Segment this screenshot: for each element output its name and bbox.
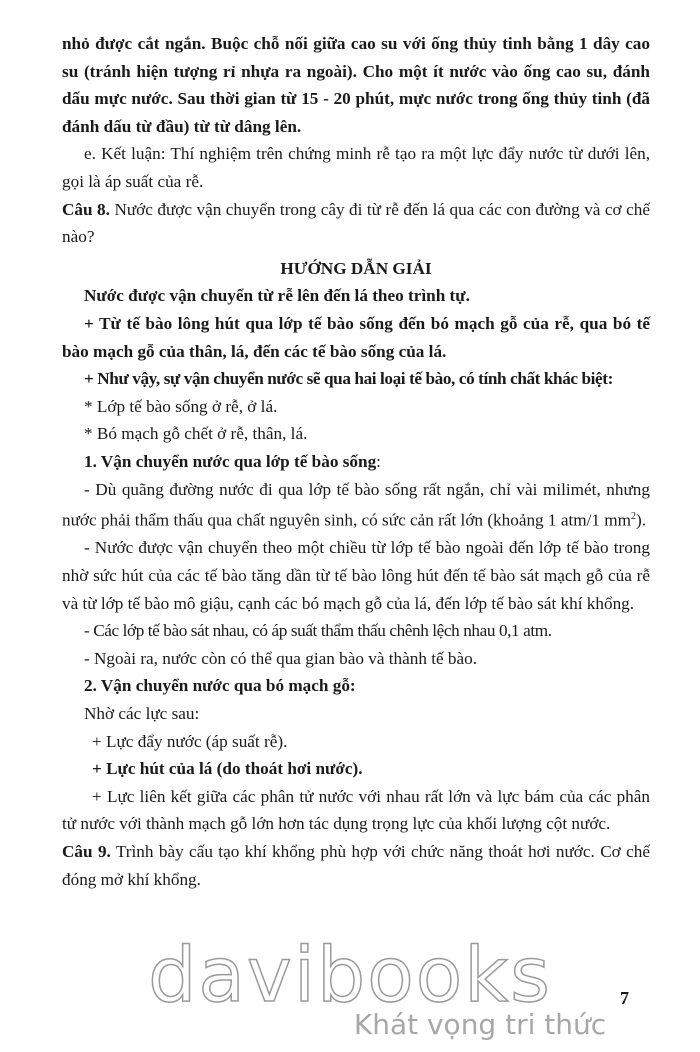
page-number: 7 <box>620 988 629 1008</box>
force-item: + Lực liên kết giữa các phân tử nước với nhau rất lớn và lực bám của các phân tử nước với thành mạch gỗ lớn hơn tác dụng trọng lực của khối lượng cột nước. <box>62 786 650 834</box>
section-1-paragraph: - Nước được vận chuyển theo một chiều từ lớp tế bào ngoài đến lớp tế bào trong nhờ sức hút của các tế bào tăng dần từ tế bào lông hút đến tế bào sát mạch gỗ của rễ và từ lớp tế bào mô giậu, cạnh các bó mạch gỗ của lá, đến lớp tế bào sát khí khổng. <box>62 538 650 613</box>
section-2-title: 2. Vận chuyển nước qua bó mạch gỗ: <box>84 676 356 696</box>
question-8-label: Câu 8. <box>62 199 110 219</box>
question-8 <box>62 196 650 251</box>
answer-bullet: * Bó mạch gỗ chết ở rễ, thân, lá. <box>84 424 308 444</box>
answer-bullet: * Lớp tế bào sống ở rễ, ở lá. <box>84 396 278 416</box>
section-1-p1: - Dù quãng đường nước đi qua lớp tế bào sống rất ngắn, chỉ vài milimét, nhưng nước phải thẩm thấu qua chất nguyên sinh, có sức cản rất lớn (khoảng 1 atm/1 mm <box>62 479 650 530</box>
force-item: + Lực đẩy nước (áp suất rễ). <box>92 731 288 751</box>
section-1-p1-end: ). <box>636 510 647 530</box>
question-8-text: Nước được vận chuyển trong cây đi từ rễ đến lá qua các con đường và cơ chế nào? <box>62 199 650 247</box>
watermark-brand: davibooks <box>148 930 552 1019</box>
watermark-slogan: Khát vọng tri thức <box>353 1008 607 1041</box>
section-1-paragraph <box>62 476 650 535</box>
paragraph-experiment: nhỏ được cắt ngắn. Buộc chỗ nối giữa cao su với ống thủy tinh bằng 1 dây cao su (tránh hiện tượng rỉ nhựa ra ngoài). Cho một ít nước vào ống cao su, đánh dấu mực nước. Sau thời gian từ 15 - 20 phút, mực nước trong ống thủy tinh (đã đánh dấu từ đầu) từ từ dâng lên. <box>62 34 650 136</box>
question-9-label: Câu 9. <box>62 841 111 861</box>
page-body <box>62 30 650 893</box>
section-2-intro: Nhờ các lực sau: <box>84 703 200 723</box>
question-9 <box>62 838 650 893</box>
section-1-title <box>62 448 650 476</box>
answer-step: + Từ tế bào lông hút qua lớp tế bào sống đến bó mạch gỗ của rễ, qua bó tế bào mạch gỗ của thân, lá, đến các tế bào sống của lá. <box>62 313 650 361</box>
section-1-paragraph: - Các lớp tế bào sát nhau, có áp suất thẩm thấu chênh lệch nhau 0,1 atm. <box>84 621 552 641</box>
answer-summary: + Như vậy, sự vận chuyển nước sẽ qua hai loại tế bào, có tính chất khác biệt: <box>84 369 613 389</box>
superscript: 2 <box>631 511 637 523</box>
section-1-paragraph: - Ngoài ra, nước còn có thể qua gian bào và thành tế bào. <box>84 648 478 668</box>
force-item: + Lực hút của lá (do thoát hơi nước). <box>92 759 363 779</box>
section-1-title-text: 1. Vận chuyển nước qua lớp tế bào sống <box>84 451 377 471</box>
question-9-text: Trình bày cấu tạo khí khổng phù hợp với chức năng thoát hơi nước. Cơ chế đóng mở khí khổng. <box>62 841 650 889</box>
guide-title: HƯỚNG DẪN GIẢI <box>280 258 432 278</box>
answer-intro: Nước được vận chuyển từ rễ lên đến lá theo trình tự. <box>84 286 470 306</box>
section-1-colon: : <box>376 451 381 471</box>
paragraph-conclusion: e. Kết luận: Thí nghiệm trên chứng minh rễ tạo ra một lực đẩy nước từ dưới lên, gọi là áp suất của rễ. <box>62 144 650 191</box>
